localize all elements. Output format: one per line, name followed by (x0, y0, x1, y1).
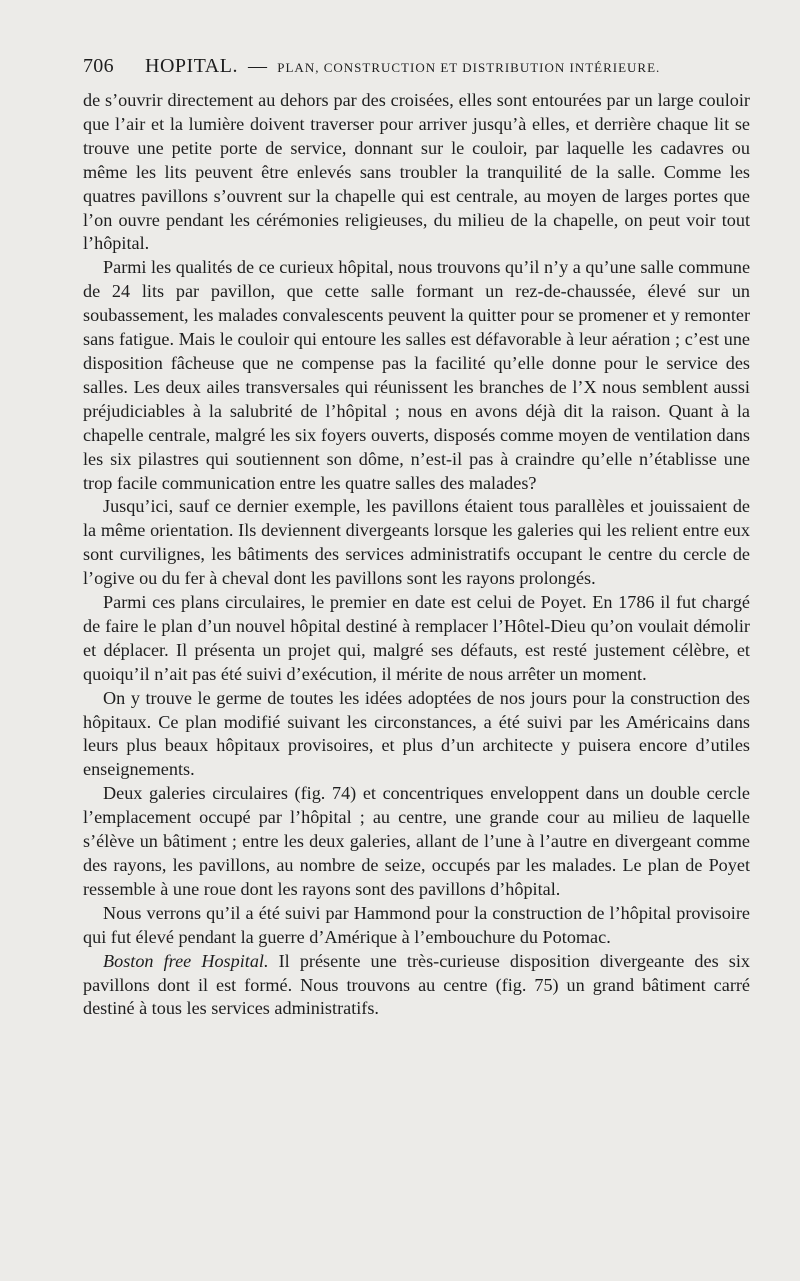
inline-heading: Boston free Hospital. (103, 950, 269, 971)
running-title: HOPITAL. (145, 55, 238, 77)
body-text (83, 89, 750, 1021)
paragraph (83, 89, 750, 256)
paragraph-text: Parmi les qualités de ce curieux hôpital, nous trouvons qu’il n’y a qu’une salle commune de 24 lits par pavillon, que cette salle formant un rez-de-chaussée, élevé sur un soubassement, les malades convalescents peuvent la quitter pour se promener et y remonter sans fatigue. Mais le couloir qui entoure les salles est défavorable à leur aération ; c’est une disposition fâcheuse que ne compense pas la facilité qu’elle donne pour le service des salles. Les deux ailes transversales qui réunissent les branches de l’X nous semblent aussi préjudiciables à la salubrité de l’hôpital ; nous en avons déjà dit la raison. Quant à la chapelle centrale, malgré les six foyers ouverts, disposés comme moyen de ventilation dans les six pilastres qui soutiennent son dôme, n’est-il pas à craindre qu’elle n’établisse une trop facile communication entre les quatre salles des malades? (83, 257, 751, 493)
paragraph-text: On y trouve le germe de toutes les idées adoptées de nos jours pour la construction des hôpitaux. Ce plan modifié suivant les circonstances, a été suivi par les Américains dans leurs plus beaux hôpitaux provisoires, et plus d’un architecte y puisera encore d’utiles enseignements. (83, 687, 750, 780)
paragraph (83, 495, 750, 591)
page-number: 706 (83, 55, 114, 77)
paragraph (83, 902, 750, 950)
paragraph-text: Nous verrons qu’il a été suivi par Hammond pour la construction de l’hôpital provisoire qui fut élevé pendant la guerre d’Amérique à l’embouchure du Potomac. (83, 902, 750, 947)
running-subtitle: PLAN, CONSTRUCTION ET DISTRIBUTION INTÉRIEURE. (277, 60, 661, 75)
paragraph (83, 687, 750, 783)
paragraph-text: Il présente une très-curieuse disposition divergeante des six pavillons dont il est formé. Nous trouvons au centre (fig. 75) un grand bâtiment carré destiné à tous les services administratifs. (83, 950, 750, 1019)
running-head-dash: — (247, 56, 268, 77)
paragraph (83, 256, 750, 495)
paragraph (83, 782, 750, 902)
paragraph (83, 950, 750, 1022)
paragraph-text: Deux galeries circulaires (fig. 74) et concentriques enveloppent dans un double cercle l’emplacement occupé par l’hôpital ; au centre, une grande cour au milieu de laquelle s’élève un bâtiment ; entre les deux galeries, allant de l’une à l’autre en divergeant comme des rayons, les pavillons, au nombre de seize, occupés par les malades. Le plan de Poyet ressemble à une roue dont les rayons sont des pavillons d’hôpital. (83, 783, 750, 899)
paragraph (83, 591, 750, 687)
running-head (83, 55, 750, 89)
paragraph-text: Parmi ces plans circulaires, le premier en date est celui de Poyet. En 1786 il fut chargé de faire le plan d’un nouvel hôpital destiné à remplacer l’Hôtel-Dieu qu’on voulait démolir et déplacer. Il présenta un projet qui, malgré ses défauts, est resté justement célèbre, et quoiqu’il n’ait pas été suivi d’exécution, il mérite de nous arrêter un moment. (83, 592, 750, 684)
paragraph-text: Jusqu’ici, sauf ce dernier exemple, les pavillons étaient tous parallèles et jouissaient de la même orientation. Ils deviennent divergeants lorsque les galeries qui les relient entre eux sont curvilignes, les bâtiments des services administratifs occupant le centre du cercle de l’ogive ou du fer à cheval dont les pavillons sont les rayons prolongés. (83, 496, 750, 589)
paragraph-text: de s’ouvrir directement au dehors par des croisées, elles sont entourées par un large couloir que l’air et la lumière doivent traverser pour arriver jusqu’à elles, et derrière chaque lit se trouve une petite porte de service, donnant sur le couloir, par laquelle les cadavres ou même les lits peuvent être enlevés sans troubler la tranquilité de la salle. Comme les quatres pavillons s’ouvrent sur la chapelle qui est centrale, au moyen de larges portes que l’on ouvre pendant les cérémonies religieuses, du milieu de la chapelle, on peut voir tout l’hôpital. (83, 90, 750, 254)
